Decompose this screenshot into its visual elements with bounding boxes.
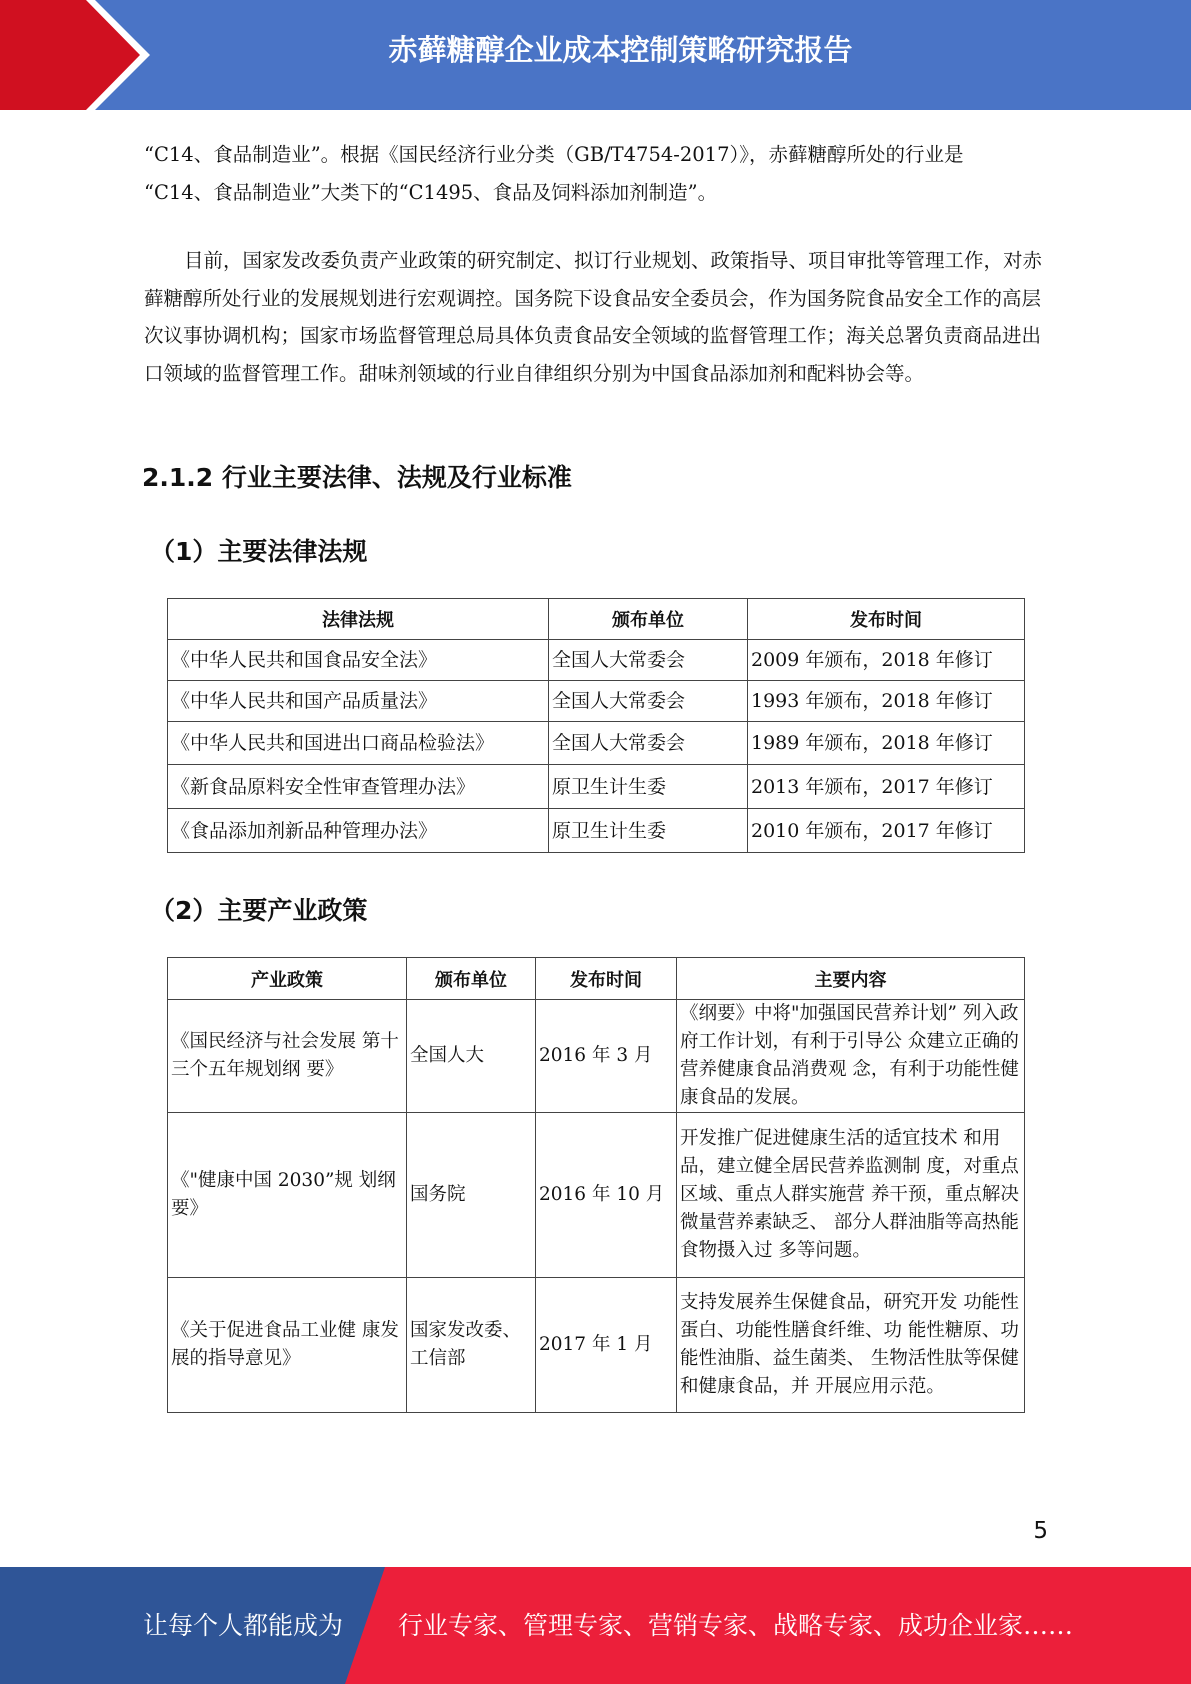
- table-cell: 《关于促进食品工业健 康发展的指导意见》: [168, 1278, 407, 1413]
- table-cell: 2016 年 3 月: [536, 1000, 677, 1113]
- page-header: [0, 0, 1191, 110]
- table-header-row: [168, 599, 1025, 640]
- table-cell: 1993 年颁布，2018 年修订: [748, 681, 1025, 722]
- regulation-paragraph-text: 目前，国家发改委负责产业政策的研究制定、拟订行业规划、政策指导、项目审批等管理工作，对赤藓糖醇所处行业的发展规划进行宏观调控。国务院下设食品安全委员会，作为国务院食品安全工作的高层次议事协调机构；国家市场监督管理总局具体负责食品安全领域的监督管理工作；海关总署负责商品进出口领域的监督管理工作。甜味剂领域的行业自律组织分别为中国食品添加剂和配料协会等。: [144, 249, 1043, 385]
- intro-line-2: “C14、食品制造业”大类下的“C1495、食品及饲料添加剂制造”。: [144, 180, 718, 204]
- table-cell: 1989 年颁布，2018 年修订: [748, 722, 1025, 765]
- intro-paragraph: [144, 136, 1044, 211]
- column-header: 颁布单位: [549, 599, 748, 640]
- table-cell: 2017 年 1 月: [536, 1278, 677, 1413]
- subheading-laws: （1）主要法律法规: [150, 537, 368, 566]
- table-row: [168, 640, 1025, 681]
- table-cell: 2010 年颁布，2017 年修订: [748, 809, 1025, 853]
- table-cell: 全国人大常委会: [549, 640, 748, 681]
- table-cell: 《中华人民共和国食品安全法》: [168, 640, 549, 681]
- table-row: [168, 765, 1025, 809]
- table-cell: 全国人大: [407, 1000, 536, 1113]
- table-row: [168, 1113, 1025, 1278]
- table-cell: 2013 年颁布，2017 年修订: [748, 765, 1025, 809]
- column-header: 发布时间: [536, 958, 677, 1000]
- table-cell: 国家发改委、工信部: [407, 1278, 536, 1413]
- table-cell: 《"健康中国 2030”规 划纲要》: [168, 1113, 407, 1278]
- footer-slogan-left: 让每个人都能成为: [143, 1611, 344, 1640]
- section-heading: 2.1.2 行业主要法律、法规及行业标准: [142, 463, 572, 492]
- table-cell: 2016 年 10 月: [536, 1113, 677, 1278]
- table-row: [168, 1278, 1025, 1413]
- table-cell: 《中华人民共和国进出口商品检验法》: [168, 722, 549, 765]
- report-title: 赤藓糖醇企业成本控制策略研究报告: [388, 33, 853, 67]
- table-row: [168, 681, 1025, 722]
- table-cell: 支持发展养生保健食品，研究开发 功能性蛋白、功能性膳食纤维、功 能性糖原、功能性油脂、益生菌类、 生物活性肽等保健和健康食品，并 开展应用示范。: [677, 1278, 1025, 1413]
- table-cell: 原卫生计生委: [549, 765, 748, 809]
- table-cell: 国务院: [407, 1113, 536, 1278]
- footer-slogan-right: 行业专家、管理专家、营销专家、战略专家、成功企业家……: [398, 1611, 1074, 1640]
- policies-table: [167, 957, 1025, 1413]
- table-cell: 《中华人民共和国产品质量法》: [168, 681, 549, 722]
- column-header: 颁布单位: [407, 958, 536, 1000]
- regulation-paragraph: [144, 242, 1044, 392]
- table-row: [168, 1000, 1025, 1113]
- column-header: 法律法规: [168, 599, 549, 640]
- subheading-policies: （2）主要产业政策: [150, 896, 368, 925]
- column-header: 发布时间: [748, 599, 1025, 640]
- table-cell: 2009 年颁布，2018 年修订: [748, 640, 1025, 681]
- column-header: 产业政策: [168, 958, 407, 1000]
- page-footer: [0, 1567, 1191, 1684]
- table-header-row: [168, 958, 1025, 1000]
- table-cell: 《纲要》中将"加强国民营养计划” 列入政府工作计划，有利于引导公 众建立正确的营养健康食品消费观 念，有利于功能性健康食品的发展。: [677, 1000, 1025, 1113]
- table-cell: 全国人大常委会: [549, 681, 748, 722]
- table-cell: 《食品添加剂新品种管理办法》: [168, 809, 549, 853]
- table-row: [168, 809, 1025, 853]
- laws-table: [167, 598, 1025, 853]
- table-cell: 《新食品原料安全性审查管理办法》: [168, 765, 549, 809]
- column-header: 主要内容: [677, 958, 1025, 1000]
- page-number: 5: [1033, 1518, 1048, 1544]
- table-cell: 全国人大常委会: [549, 722, 748, 765]
- intro-line-1: “C14、食品制造业”。根据《国民经济行业分类（GB/T4754-2017）》，赤藓糖醇所处的行业是: [144, 143, 964, 166]
- table-cell: 原卫生计生委: [549, 809, 748, 853]
- table-row: [168, 722, 1025, 765]
- table-cell: 开发推广促进健康生活的适宜技术 和用品，建立健全居民营养监测制 度，对重点区域、重点人群实施营 养干预，重点解决微量营养素缺乏、 部分人群油脂等高热能食物摄入过 多等问题。: [677, 1113, 1025, 1278]
- table-cell: 《国民经济与社会发展 第十三个五年规划纲 要》: [168, 1000, 407, 1113]
